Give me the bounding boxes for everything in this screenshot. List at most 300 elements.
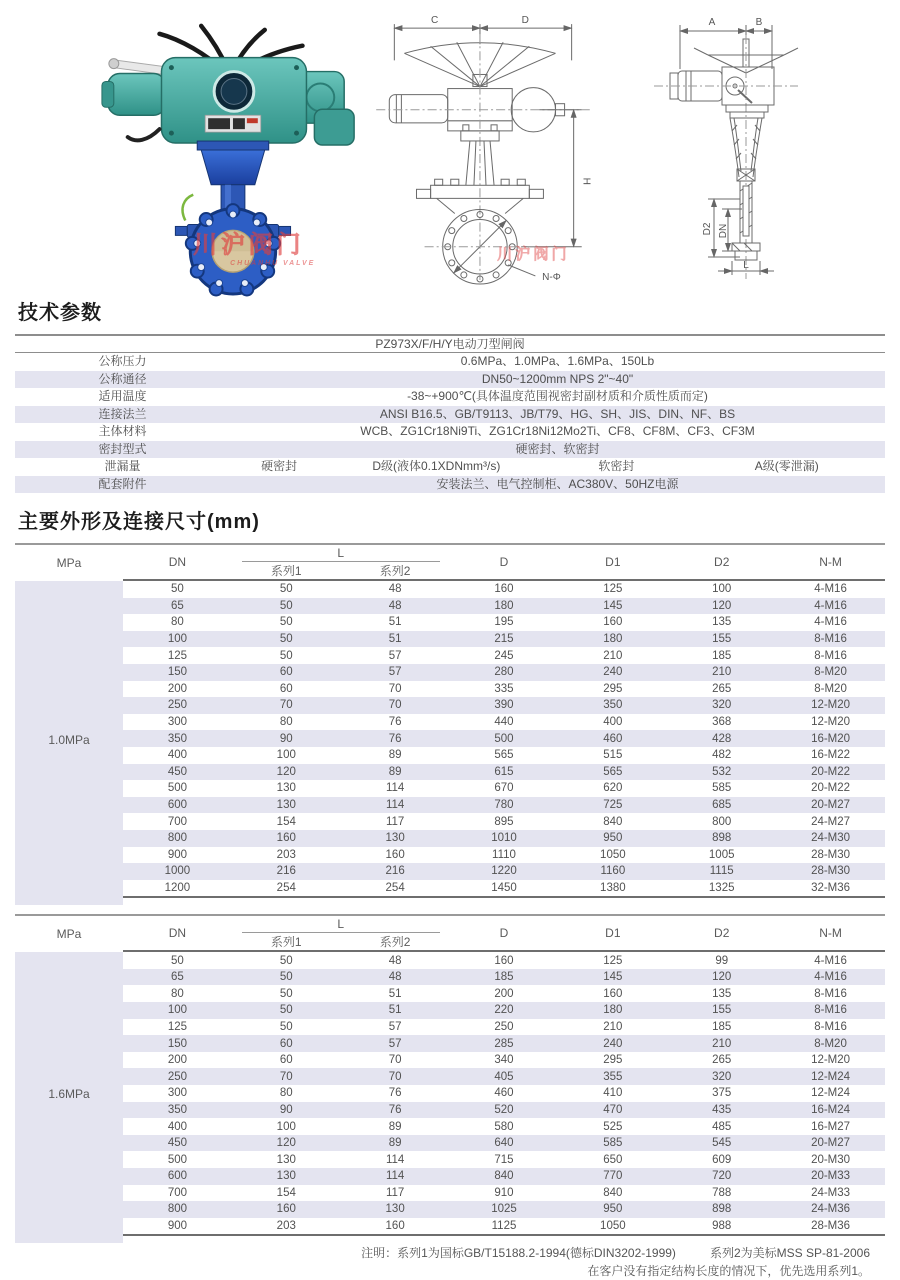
table-cell: 50 (279, 1004, 293, 1017)
dimension-table-1-0mpa (15, 543, 885, 898)
table-cell: 135 (712, 987, 732, 1000)
table-cell: 565 (494, 749, 514, 762)
spec-label: 公称通径 (98, 371, 147, 386)
table-cell: 24-M36 (811, 1203, 851, 1216)
table-cell: 500 (494, 732, 514, 745)
table-cell: 12-M24 (811, 1070, 851, 1083)
table-row (123, 1052, 885, 1069)
leak-cell: A级(零泄漏) (754, 459, 819, 473)
table-cell: 160 (494, 954, 514, 967)
table-row (123, 714, 885, 731)
table-cell: 120 (276, 765, 296, 778)
table-cell: 440 (494, 716, 514, 729)
table-cell: 76 (388, 716, 402, 729)
table-cell: 470 (603, 1103, 623, 1116)
table-cell: 4-M16 (814, 599, 847, 612)
table-cell: 76 (388, 1087, 402, 1100)
table-cell: 12-M20 (811, 699, 851, 712)
table-cell: 50 (279, 616, 293, 629)
table-row (123, 813, 885, 830)
table-row (123, 1218, 885, 1235)
table-cell: 125 (603, 954, 623, 967)
col-header-l: L (242, 916, 440, 933)
table-row (123, 863, 885, 880)
table-cell: 1125 (491, 1220, 517, 1233)
table-cell: 76 (388, 732, 402, 745)
table-cell: 1200 (164, 881, 191, 894)
table-cell: 250 (494, 1020, 514, 1033)
spec-row-material (15, 423, 885, 441)
dim-h (521, 110, 581, 247)
table-row (123, 581, 885, 598)
table-cell: 532 (712, 765, 732, 778)
table-row (123, 1035, 885, 1052)
col-header-nm: N-M (819, 926, 842, 941)
spec-row-leakage (15, 458, 885, 476)
table-cell: 24-M30 (811, 832, 851, 845)
dimension-table-header (123, 545, 885, 581)
dimension-table-main (123, 545, 885, 898)
table-row (123, 631, 885, 648)
dimension-table-1-6mpa (15, 914, 885, 1236)
table-cell: 895 (494, 815, 514, 828)
table-row (123, 697, 885, 714)
pressure-label: 1.6MPa (15, 952, 123, 1236)
table-cell: 130 (385, 832, 405, 845)
tech-params-heading: 技术参数 (18, 302, 102, 324)
table-cell: 50 (279, 633, 293, 646)
table-cell: 515 (603, 749, 623, 762)
table-cell: 89 (388, 749, 402, 762)
mpa-header: MPa (56, 927, 82, 942)
dim-label-l: L (743, 260, 749, 271)
table-cell: 375 (712, 1087, 732, 1100)
table-cell: 780 (494, 799, 514, 812)
table-cell: 16-M20 (811, 732, 851, 745)
table-cell: 117 (385, 1186, 405, 1199)
table-cell: 1380 (600, 881, 626, 894)
table-cell: 840 (603, 815, 623, 828)
valve-drawing-side (638, 10, 856, 284)
table-cell: 250 (167, 1070, 188, 1083)
col-header-d: D (499, 555, 509, 569)
table-cell: 20-M27 (811, 1137, 851, 1150)
table-cell: 320 (712, 1070, 732, 1083)
indicator-window (214, 72, 254, 112)
table-row (123, 764, 885, 781)
table-cell: 60 (279, 1054, 293, 1067)
table-cell: 700 (167, 1186, 188, 1199)
table-cell: 400 (167, 1120, 188, 1133)
table-cell: 340 (494, 1054, 514, 1067)
table-cell: 4-M16 (814, 971, 847, 984)
col-header-nm: N-M (819, 555, 842, 569)
dimension-table-body (123, 952, 885, 1234)
table-cell: 725 (603, 799, 623, 812)
table-cell: 51 (388, 633, 402, 646)
table-cell: 285 (494, 1037, 514, 1050)
svg-text:CHUANHU VALVE: CHUANHU VALVE (230, 260, 316, 268)
table-cell: 216 (385, 865, 405, 878)
dim-cd (394, 24, 571, 60)
table-row (123, 797, 885, 814)
table-cell: 950 (603, 832, 623, 845)
table-cell: 700 (167, 815, 188, 828)
table-cell: 180 (494, 599, 514, 612)
table-row (123, 1085, 885, 1102)
table-row (123, 1118, 885, 1135)
spec-row-accessories (15, 476, 885, 494)
table-cell: 28-M30 (811, 865, 851, 878)
table-cell: 80 (171, 987, 184, 1000)
dim-label-b: B (755, 17, 763, 28)
table-cell: 368 (712, 716, 732, 729)
mpa-column (15, 545, 123, 898)
table-cell: 650 (603, 1153, 623, 1166)
col-header-d: D (499, 926, 509, 941)
table-cell: 770 (603, 1170, 623, 1183)
table-cell: 1115 (709, 865, 734, 878)
dim-label-a: A (708, 17, 716, 28)
table-cell: 114 (385, 782, 405, 795)
table-cell: 50 (171, 954, 184, 967)
leak-cell: 硬密封 (261, 459, 298, 473)
table-cell: 160 (276, 1203, 296, 1216)
table-cell: 210 (712, 1037, 732, 1050)
dimension-table-main (123, 916, 885, 1236)
table-cell: 280 (494, 666, 514, 679)
table-cell: 390 (494, 699, 514, 712)
table-cell: 8-M20 (814, 682, 847, 695)
table-cell: 100 (167, 1004, 188, 1017)
table-cell: 16-M27 (811, 1120, 851, 1133)
table-cell: 160 (385, 848, 405, 861)
table-cell: 1050 (600, 1220, 626, 1233)
table-cell: 76 (388, 1103, 402, 1116)
table-cell: 800 (167, 1203, 188, 1216)
table-cell: 160 (603, 987, 623, 1000)
spec-label: 密封型式 (98, 441, 147, 456)
table-cell: 60 (279, 666, 293, 679)
table-cell: 125 (603, 583, 623, 596)
table-cell: 350 (167, 732, 188, 745)
table-cell: 89 (388, 765, 402, 778)
spec-value: DN50~1200mm NPS 2"~40" (481, 371, 634, 386)
table-cell: 70 (388, 1054, 402, 1067)
table-cell: 1160 (600, 865, 626, 878)
table-cell: 8-M16 (814, 649, 847, 662)
spec-row-pressure (15, 353, 885, 371)
spec-row-seal-type (15, 441, 885, 459)
mpa-header: MPa (56, 556, 82, 570)
table-cell: 800 (712, 815, 732, 828)
table-cell: 405 (494, 1070, 514, 1083)
note-line2: 在客户没有指定结构长度的情况下，优先选用系列1。 (587, 1264, 870, 1279)
table-cell: 28-M36 (811, 1220, 851, 1233)
table-cell: 48 (388, 954, 402, 967)
spec-label: 配套附件 (98, 476, 147, 491)
table-cell: 145 (603, 599, 623, 612)
table-cell: 1450 (491, 881, 517, 894)
table-cell: 8-M20 (814, 1037, 847, 1050)
table-cell: 520 (494, 1103, 514, 1116)
table-cell: 57 (388, 649, 402, 662)
note-line1-right: 系列2为美标MSS SP-81-2006 (709, 1246, 870, 1261)
table-cell: 8-M16 (814, 633, 847, 646)
product-model-title: PZ973X/F/H/Y电动刀型闸阀 (15, 336, 885, 353)
table-cell: 100 (276, 749, 296, 762)
table-cell: 640 (494, 1137, 514, 1150)
table-cell: 12-M24 (811, 1087, 851, 1100)
table-cell: 125 (167, 649, 188, 662)
dim-label-d: D (521, 15, 529, 27)
table-cell: 24-M27 (811, 815, 851, 828)
table-cell: 300 (167, 1087, 188, 1100)
table-cell: 155 (712, 1004, 732, 1017)
table-cell: 100 (276, 1120, 296, 1133)
table-cell: 1325 (708, 881, 735, 894)
table-cell: 220 (494, 1004, 514, 1017)
table-cell: 670 (494, 782, 514, 795)
table-cell: 200 (494, 987, 514, 1000)
table-cell: 57 (388, 1037, 402, 1050)
table-cell: 609 (712, 1153, 732, 1166)
table-cell: 16-M24 (811, 1103, 851, 1116)
table-cell: 50 (279, 599, 293, 612)
table-cell: 295 (603, 1054, 623, 1067)
table-cell: 300 (167, 716, 188, 729)
table-row (123, 780, 885, 797)
table-cell: 900 (167, 1220, 188, 1233)
table-cell: 24-M33 (811, 1186, 851, 1199)
table-cell: 185 (712, 1020, 732, 1033)
table-row (123, 1151, 885, 1168)
table-cell: 265 (712, 1054, 732, 1067)
table-cell: 910 (494, 1186, 514, 1199)
spec-label: 公称压力 (98, 354, 147, 368)
table-cell: 685 (712, 799, 732, 812)
table-cell: 89 (388, 1120, 402, 1133)
table-cell: 154 (276, 815, 296, 828)
table-cell: 57 (388, 666, 402, 679)
table-cell: 120 (712, 599, 732, 612)
table-cell: 200 (167, 1054, 188, 1067)
tech-params-rows (15, 353, 885, 493)
table-cell: 20-M22 (811, 765, 851, 778)
table-cell: 295 (603, 682, 623, 695)
table-cell: 100 (167, 633, 188, 646)
valve-drawing-front (374, 10, 596, 284)
table-cell: 216 (276, 865, 296, 878)
table-row (123, 1168, 885, 1185)
leakage-cells (230, 458, 885, 476)
yoke-outline (726, 105, 768, 243)
table-cell: 20-M22 (811, 782, 851, 795)
table-cell: 20-M27 (811, 799, 851, 812)
table-cell: 70 (388, 682, 402, 695)
table-cell: 355 (603, 1070, 623, 1083)
valve-photo (97, 10, 362, 290)
table-cell: 715 (494, 1153, 514, 1166)
leaf-accent (183, 195, 194, 221)
table-cell: 114 (385, 1153, 405, 1166)
table-row (123, 681, 885, 698)
table-row (123, 1201, 885, 1218)
table-cell: 65 (171, 599, 184, 612)
table-cell: 80 (279, 716, 293, 729)
table-cell: 585 (603, 1137, 623, 1150)
table-cell: 210 (603, 649, 623, 662)
table-cell: 4-M16 (814, 583, 847, 596)
table-cell: 1220 (491, 865, 517, 878)
table-cell: 160 (276, 832, 296, 845)
table-cell: 114 (385, 799, 405, 812)
spec-value: ANSI B16.5、GB/T9113、JB/T79、HG、SH、JIS、DIN、NF、BS (379, 406, 736, 421)
table-cell: 120 (276, 1137, 296, 1150)
col-header-series2: 系列2 (379, 564, 411, 578)
table-cell: 585 (712, 782, 732, 795)
table-cell: 203 (276, 848, 296, 861)
col-header-d1: D1 (605, 926, 621, 941)
col-header-series2: 系列2 (379, 935, 411, 950)
table-cell: 428 (712, 732, 732, 745)
table-cell: 70 (388, 1070, 402, 1083)
table-cell: 16-M22 (811, 749, 851, 762)
hand-lever (128, 129, 160, 140)
table-cell: 48 (388, 583, 402, 596)
table-cell: 130 (276, 782, 296, 795)
table-cell: 898 (712, 832, 732, 845)
table-cell: 4-M16 (814, 954, 847, 967)
table-cell: 48 (388, 599, 402, 612)
table-cell: 788 (712, 1186, 732, 1199)
col-header-series1: 系列1 (270, 935, 302, 950)
nameplate (205, 115, 261, 132)
table-cell: 150 (167, 666, 188, 679)
table-cell: 210 (603, 1020, 623, 1033)
table-cell: 32-M36 (811, 881, 851, 894)
table-cell: 50 (279, 954, 293, 967)
table-row (123, 747, 885, 764)
table-cell: 800 (167, 832, 188, 845)
table-cell: 120 (712, 971, 732, 984)
table-row (123, 969, 885, 986)
table-row (123, 730, 885, 747)
table-cell: 620 (603, 782, 623, 795)
spec-row-temperature (15, 388, 885, 406)
table-cell: 450 (167, 1137, 188, 1150)
spec-row-diameter (15, 371, 885, 389)
table-cell: 8-M16 (814, 1020, 847, 1033)
table-cell: 335 (494, 682, 514, 695)
table-cell: 250 (167, 699, 188, 712)
table-cell: 12-M20 (811, 1054, 851, 1067)
table-cell: 70 (388, 699, 402, 712)
table-cell: 99 (715, 954, 729, 967)
svg-text:川沪阀门: 川沪阀门 (193, 231, 305, 259)
table-cell: 114 (385, 1170, 405, 1183)
col-header-d2: D2 (714, 555, 730, 569)
table-cell: 155 (712, 633, 732, 646)
col-header-dn: DN (168, 926, 187, 941)
table-cell: 485 (712, 1120, 732, 1133)
table-cell: 130 (276, 799, 296, 812)
table-cell: 185 (712, 649, 732, 662)
table-cell: 8-M16 (814, 1004, 847, 1017)
dim-label-h: H (580, 177, 592, 185)
table-cell: 254 (385, 881, 405, 894)
table-cell: 545 (712, 1137, 732, 1150)
note-line1-left: 注明：系列1为国标GB/T15188.2-1994(德标DIN3202-1999) (361, 1246, 676, 1261)
table-cell: 4-M16 (814, 616, 847, 629)
table-cell: 240 (603, 1037, 623, 1050)
table-row (123, 1185, 885, 1202)
table-cell: 160 (494, 583, 514, 596)
table-cell: 245 (494, 649, 514, 662)
table-cell: 840 (494, 1170, 514, 1183)
table-row (123, 952, 885, 969)
drawing-watermark: 川沪阀门 (497, 245, 570, 263)
table-row (123, 830, 885, 847)
table-cell: 600 (167, 799, 188, 812)
table-cell: 185 (494, 971, 514, 984)
table-cell: 565 (603, 765, 623, 778)
table-cell: 50 (171, 583, 184, 596)
dim-label-dn: DN (718, 223, 729, 239)
table-cell: 50 (279, 987, 293, 1000)
spec-value: 0.6MPa、1.0MPa、1.6MPa、150Lb (460, 354, 655, 368)
dim-label-c: C (430, 15, 439, 27)
spec-value: 硬密封、软密封 (515, 441, 600, 456)
table-cell: 28-M30 (811, 848, 851, 861)
table-cell: 210 (712, 666, 732, 679)
table-cell: 65 (171, 971, 184, 984)
table-cell: 130 (276, 1170, 296, 1183)
table-cell: 988 (712, 1220, 732, 1233)
table-row (123, 664, 885, 681)
table-cell: 320 (712, 699, 732, 712)
table-row (123, 1068, 885, 1085)
note-line1 (0, 1244, 870, 1262)
table-row (123, 1002, 885, 1019)
table-cell: 117 (385, 815, 405, 828)
table-cell: 50 (279, 1020, 293, 1033)
table-row (123, 647, 885, 664)
table-cell: 400 (167, 749, 188, 762)
leak-cell: 软密封 (598, 459, 635, 473)
table-cell: 130 (385, 1203, 405, 1216)
table-cell: 580 (494, 1120, 514, 1133)
table-cell: 254 (276, 881, 296, 894)
table-cell: 48 (388, 971, 402, 984)
col-header-d2: D2 (714, 926, 730, 941)
table-cell: 70 (279, 1070, 293, 1083)
table-cell: 840 (603, 1186, 623, 1199)
table-cell: 600 (167, 1170, 188, 1183)
table-row (123, 985, 885, 1002)
table-cell: 525 (603, 1120, 623, 1133)
table-cell: 80 (279, 1087, 293, 1100)
spec-value: WCB、ZG1Cr18Ni9Ti、ZG1Cr18Ni12Mo2Ti、CF8、CF8M、CF3、CF3M (360, 424, 755, 438)
table-cell: 350 (167, 1103, 188, 1116)
table-cell: 900 (167, 848, 188, 861)
table-cell: 8-M20 (814, 666, 847, 679)
table-cell: 450 (167, 765, 188, 778)
table-row (123, 1019, 885, 1036)
dim-label-d2: D2 (702, 222, 713, 236)
dim-ab (680, 25, 772, 69)
table-row (123, 1102, 885, 1119)
